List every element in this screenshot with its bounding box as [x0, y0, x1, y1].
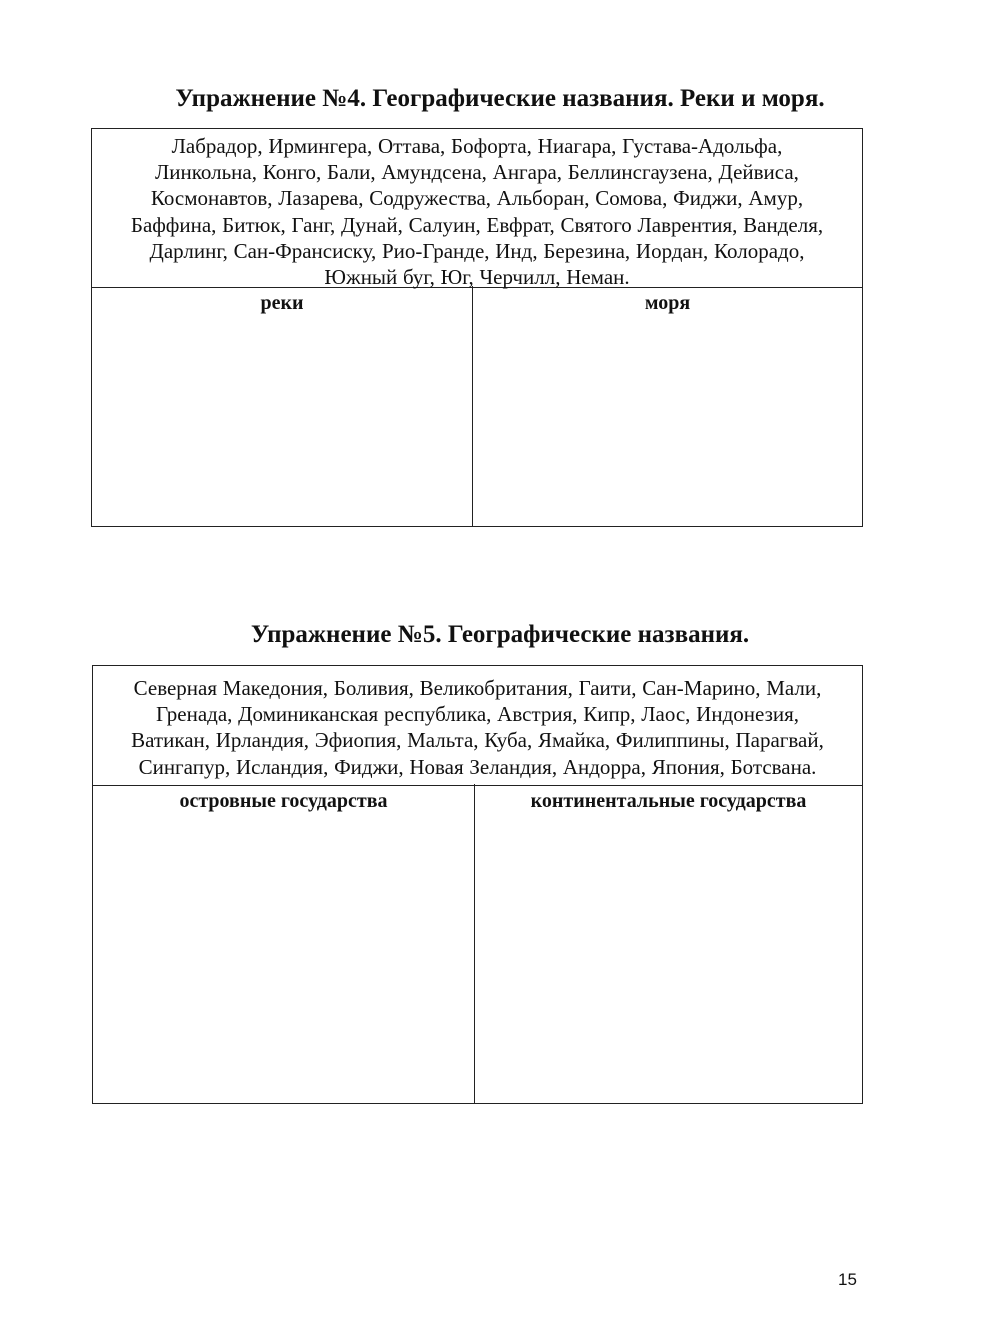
exercise-4-word-bank	[92, 129, 862, 288]
word-bank-line: Ватикан, Ирландия, Эфиопия, Мальта, Куба, Ямайка, Филиппины, Парагвай,	[131, 728, 824, 753]
exercise-5-word-bank	[93, 666, 862, 786]
seas-column	[473, 286, 862, 526]
word-bank-line: Лабрадор, Ирмингера, Оттава, Бофорта, Ниагара, Густава-Адольфа,	[171, 134, 783, 158]
page-number: 15	[838, 1270, 857, 1289]
word-bank-line: Баффина, Битюк, Ганг, Дунай, Салуин, Евфрат, Святого Лаврентия, Ванделя,	[130, 212, 824, 237]
word-bank-line: Сингапур, Исландия, Фиджи, Новая Зеландия, Андорра, Япония, Ботсвана.	[138, 754, 817, 779]
word-bank-line: Космонавтов, Лазарева, Содружества, Альборан, Сомова, Фиджи, Амур,	[150, 186, 804, 211]
rivers-column-header: реки	[260, 292, 304, 314]
seas-column-header: моря	[644, 292, 691, 314]
word-bank-line: Дарлинг, Сан-Франсиску, Рио-Гранде, Инд, Березина, Иордан, Колорадо,	[149, 238, 805, 263]
word-bank-line: Южный буг, Юг, Черчилл, Неман.	[324, 265, 630, 290]
word-bank-line: Северная Македония, Боливия, Великобритания, Гаити, Сан-Марино, Мали,	[133, 676, 822, 700]
exercise-5-answer-columns	[93, 784, 862, 1103]
island-states-column	[93, 784, 475, 1103]
island-states-column-header: островные государства	[179, 790, 388, 812]
word-bank-line: Линкольна, Конго, Бали, Амундсена, Ангара, Беллинсгаузена, Дейвиса,	[155, 160, 799, 185]
word-bank-line: Гренада, Доминиканская республика, Австрия, Кипр, Лаос, Индонезия,	[155, 702, 800, 727]
exercise-5-title: Упражнение №5. Географические названия.	[250, 621, 750, 648]
continental-states-column	[475, 784, 862, 1103]
exercise-5-table	[92, 665, 863, 1104]
exercise-4-table	[91, 128, 863, 527]
continental-states-column-header: континентальные государства	[530, 790, 807, 812]
exercise-4-title: Упражнение №4. Географические названия. Реки и моря.	[175, 85, 825, 112]
rivers-column	[92, 286, 473, 526]
exercise-4-answer-columns	[92, 286, 862, 526]
